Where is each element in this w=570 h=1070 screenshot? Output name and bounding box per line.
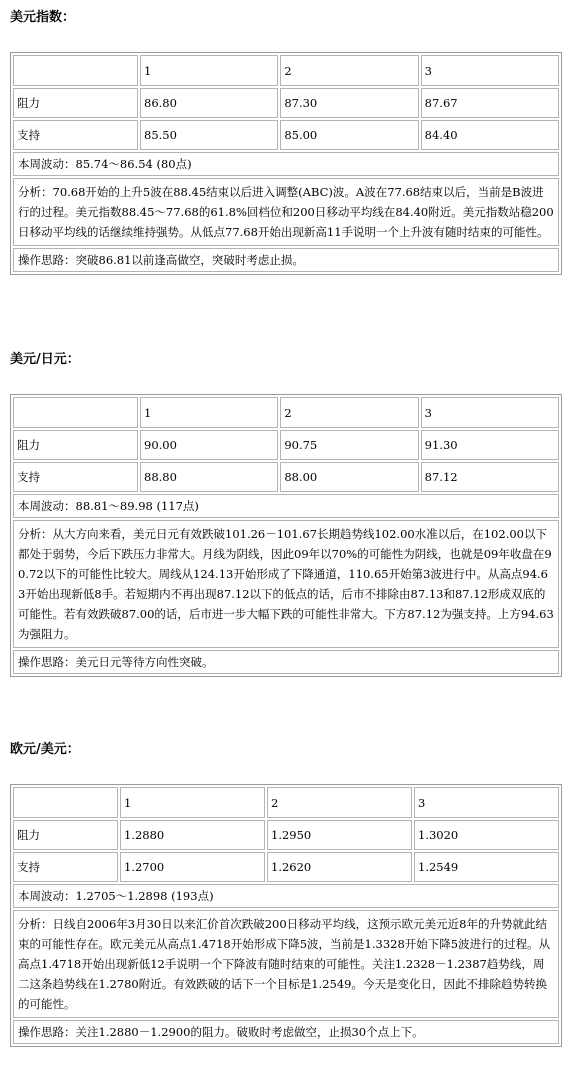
header-cell: 1 bbox=[140, 55, 278, 86]
weekly-range: 本周波动：85.74～86.54 (80点) bbox=[13, 152, 559, 176]
table-cell: 87.30 bbox=[280, 88, 418, 118]
header-cell: 3 bbox=[421, 55, 559, 86]
analysis-text: 分析：70.68开始的上升5波在88.45结束以后进入调整(ABC)波。A波在77.68结束以后，当前是B波进行的过程。美元指数88.45～77.68的61.8%回档位和200日移动平均线在84.40附近。美元指数站稳200日移动平均线的话继续维持强势。从低点77.68开始出现新高11手说明一个上升波有随时结束的可能性。 bbox=[13, 178, 559, 246]
table-cell: 84.40 bbox=[421, 120, 559, 150]
table-header-row bbox=[13, 55, 559, 86]
weekly-range: 本周波动：1.2705～1.2898 (193点) bbox=[13, 884, 559, 908]
header-cell: 2 bbox=[280, 397, 418, 428]
table-cell: 87.12 bbox=[421, 462, 559, 492]
table-cell: 86.80 bbox=[140, 88, 278, 118]
header-cell: 1 bbox=[120, 787, 265, 818]
row-label: 支持 bbox=[13, 120, 138, 150]
usd-index-panel bbox=[10, 52, 562, 275]
table-row-resistance bbox=[13, 430, 559, 460]
table-header-row bbox=[13, 787, 559, 818]
header-cell: 1 bbox=[140, 397, 278, 428]
header-cell bbox=[13, 397, 138, 428]
strategy-text: 操作思路：突破86.81以前逢高做空，突破时考虑止损。 bbox=[13, 248, 559, 272]
table-cell: 85.00 bbox=[280, 120, 418, 150]
table-cell: 88.80 bbox=[140, 462, 278, 492]
table-row-resistance bbox=[13, 820, 559, 850]
section-title-usd-jpy: 美元/日元： bbox=[10, 352, 80, 367]
table-cell: 87.67 bbox=[421, 88, 559, 118]
table-cell: 90.00 bbox=[140, 430, 278, 460]
table-row-support bbox=[13, 462, 559, 492]
header-cell: 2 bbox=[267, 787, 412, 818]
table-cell: 88.00 bbox=[280, 462, 418, 492]
strategy-text: 操作思路：美元日元等待方向性突破。 bbox=[13, 650, 559, 674]
table-cell: 90.75 bbox=[280, 430, 418, 460]
table-cell: 1.2880 bbox=[120, 820, 265, 850]
row-label: 阻力 bbox=[13, 820, 118, 850]
header-cell bbox=[13, 55, 138, 86]
header-cell: 3 bbox=[421, 397, 559, 428]
header-cell: 3 bbox=[414, 787, 559, 818]
weekly-range: 本周波动：88.81～89.98 (117点) bbox=[13, 494, 559, 518]
section-title-usd-index: 美元指数： bbox=[10, 10, 76, 25]
usd-index-levels-table bbox=[11, 53, 561, 152]
strategy-text: 操作思路：关注1.2880－1.2900的阻力。破败时考虑做空，止损30个点上下。 bbox=[13, 1020, 559, 1044]
row-label: 阻力 bbox=[13, 88, 138, 118]
eur-usd-panel bbox=[10, 784, 562, 1047]
table-header-row bbox=[13, 397, 559, 428]
row-label: 支持 bbox=[13, 852, 118, 882]
table-cell: 91.30 bbox=[421, 430, 559, 460]
table-cell: 1.2620 bbox=[267, 852, 412, 882]
analysis-text: 分析：日线自2006年3月30日以来汇价首次跌破200日移动平均线，这预示欧元美元近8年的升势就此结束的可能性存在。欧元美元从高点1.4718开始形成下降5波，当前是1.3328开始下降5波进行的过程。从高点1.4718开始出现新低12手说明一个下降波有随时结束的可能性。关注1.2328－1.2387趋势线，周二这条趋势线在1.2780附近。有效跌破的话下一个目标是1.2549。今天是变化日，因此不排除趋势转换的可能性。 bbox=[13, 910, 559, 1018]
header-cell bbox=[13, 787, 118, 818]
table-row-support bbox=[13, 120, 559, 150]
table-cell: 1.2700 bbox=[120, 852, 265, 882]
eur-usd-levels-table bbox=[11, 785, 561, 884]
table-cell: 85.50 bbox=[140, 120, 278, 150]
row-label: 支持 bbox=[13, 462, 138, 492]
table-row-support bbox=[13, 852, 559, 882]
table-cell: 1.2549 bbox=[414, 852, 559, 882]
analysis-text: 分析：从大方向来看，美元日元有效跌破101.26－101.67长期趋势线102.00水准以后，在102.00以下都处于弱势，今后下跌压力非常大。月线为阴线，因此09年以70%的可能性为阴线，也就是09年收盘在90.72以下的可能性比较大。周线从124.13开始形成了下降通道，110.65开始第3波进行中。从高点94.63开始出现新低8手。若短期内不再出现87.12以下的低点的话，后市不排除由87.13和87.12形成双底的可能性。若有效跌破87.00的话，后市进一步大幅下跌的可能性非常大。下方87.12为强支持。上方94.63为强阻力。 bbox=[13, 520, 559, 648]
section-title-eur-usd: 欧元/美元： bbox=[10, 742, 80, 757]
table-cell: 1.3020 bbox=[414, 820, 559, 850]
row-label: 阻力 bbox=[13, 430, 138, 460]
header-cell: 2 bbox=[280, 55, 418, 86]
usd-jpy-panel bbox=[10, 394, 562, 677]
usd-jpy-levels-table bbox=[11, 395, 561, 494]
table-cell: 1.2950 bbox=[267, 820, 412, 850]
table-row-resistance bbox=[13, 88, 559, 118]
